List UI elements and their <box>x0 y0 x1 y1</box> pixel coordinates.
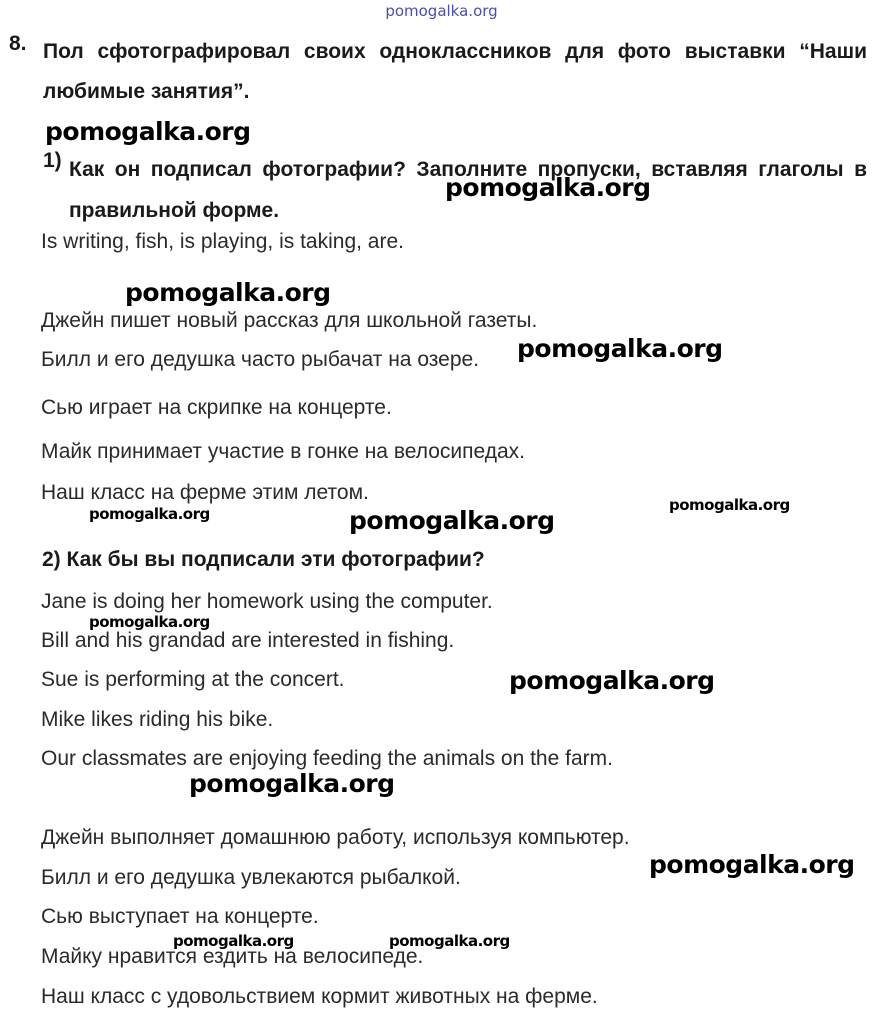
watermark: pomogalka.org <box>89 505 210 523</box>
q1-translation-2: Билл и его дедушка часто рыбачат на озере. <box>41 348 480 371</box>
q2-answer-3: Sue is performing at the concert. <box>41 668 345 691</box>
watermark: pomogalka.org <box>389 932 510 950</box>
question2-text: 2) Как бы вы подписали эти фотографии? <box>42 548 485 571</box>
watermark: pomogalka.org <box>669 496 790 514</box>
q2-translation-1: Джейн выполняет домашнюю работу, используя компьютер. <box>41 826 630 849</box>
q1-translation-1: Джейн пишет новый рассказ для школьной газеты. <box>41 309 538 332</box>
watermark: pomogalka.org <box>649 850 855 879</box>
watermark: pomogalka.org <box>45 117 251 146</box>
q1-translation-5: Наш класс на ферме этим летом. <box>41 481 369 504</box>
watermark: pomogalka.org <box>189 769 395 798</box>
task-title: Пол сфотографировал своих одноклассников для фото выставки “Наши любимые занятия”. <box>43 40 867 103</box>
q1-translation-4: Майк принимает участие в гонке на велосипедах. <box>41 440 525 463</box>
watermark: pomogalka.org <box>509 666 715 695</box>
question1-number: 1) <box>43 149 62 172</box>
question1-text: Как он подписал фотографии? Заполните пропуски, вставляя глаголы в правильной форме. <box>69 158 867 222</box>
q2-answer-1: Jane is doing her homework using the computer. <box>41 590 493 613</box>
watermark: pomogalka.org <box>445 173 651 202</box>
q2-answer-4: Mike likes riding his bike. <box>41 708 274 731</box>
q2-translation-3: Сью выступает на концерте. <box>41 905 319 928</box>
word-bank: Is writing, fish, is playing, is taking, are. <box>41 230 404 253</box>
watermark: pomogalka.org <box>349 506 555 535</box>
watermark: pomogalka.org <box>173 932 294 950</box>
q1-translation-3: Сью играет на скрипке на концерте. <box>41 396 392 419</box>
q2-translation-2: Билл и его дедушка увлекаются рыбалкой. <box>41 866 461 889</box>
task-number: 8. <box>9 32 27 55</box>
q2-translation-5: Наш класс с удовольствием кормит животных на ферме. <box>41 985 598 1008</box>
watermark: pomogalka.org <box>517 334 723 363</box>
q2-answer-5: Our classmates are enjoying feeding the animals on the farm. <box>41 747 613 770</box>
watermark: pomogalka.org <box>89 613 210 631</box>
site-header: pomogalka.org <box>385 2 498 20</box>
q2-translation-4: Майку нравится ездить на велосипеде. <box>41 945 424 968</box>
watermark: pomogalka.org <box>125 278 331 307</box>
q2-answer-2: Bill and his grandad are interested in fishing. <box>41 629 455 652</box>
